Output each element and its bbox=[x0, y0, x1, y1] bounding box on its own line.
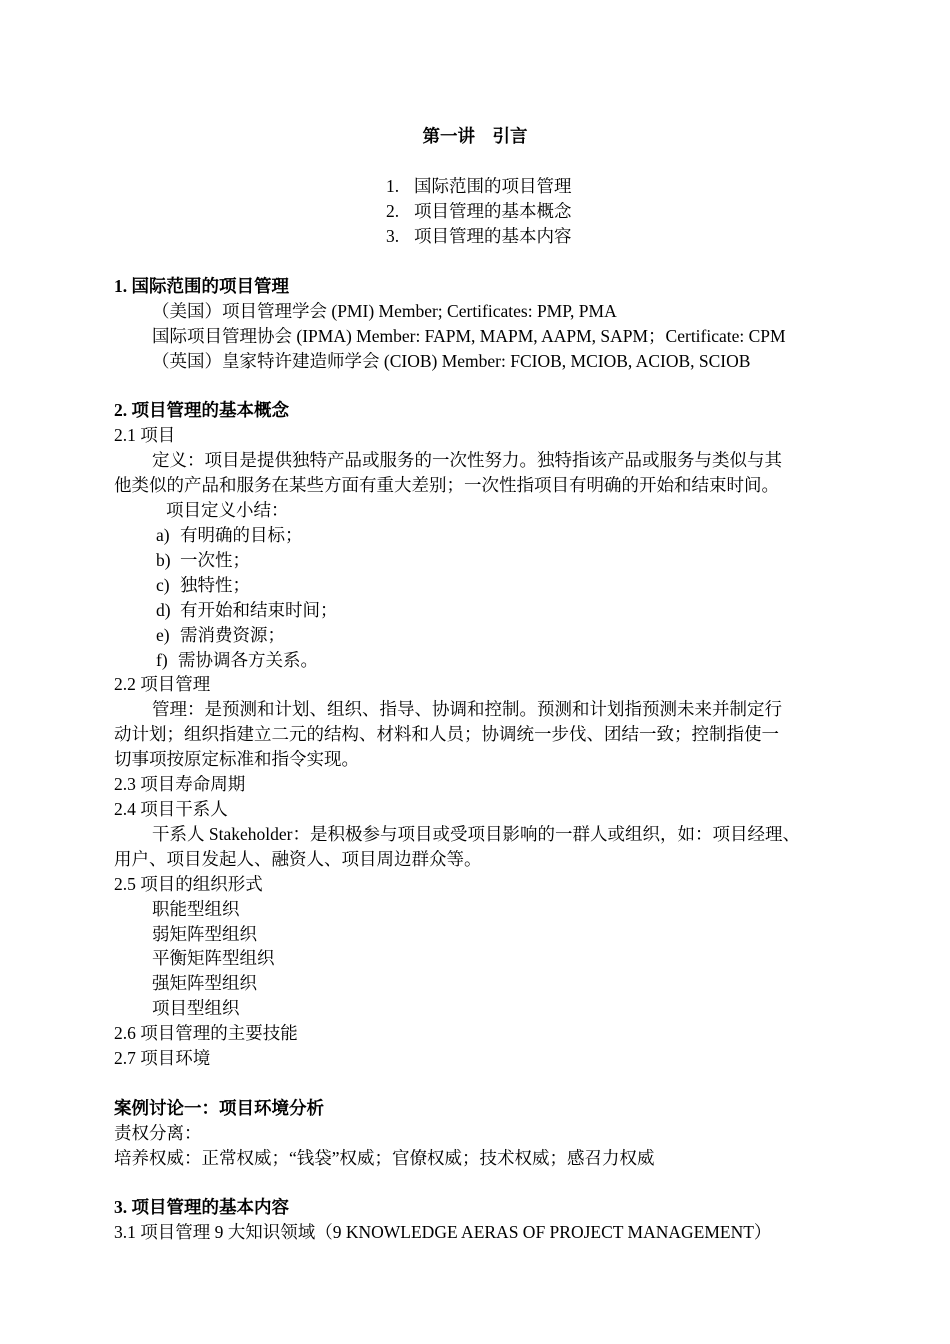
org-form-item: 平衡矩阵型组织 bbox=[152, 948, 275, 968]
subsection-2-6-heading: 2.6 项目管理的主要技能 bbox=[114, 1023, 298, 1043]
section-1-heading: 1. 国际范围的项目管理 bbox=[114, 276, 289, 296]
management-line-3: 切事项按原定标准和指令实现。 bbox=[114, 749, 359, 769]
case-study-line-1: 责权分离： bbox=[114, 1123, 202, 1143]
org-form-item: 职能型组织 bbox=[152, 899, 240, 919]
definition-summary: 项目定义小结： bbox=[166, 500, 289, 520]
subsection-2-1-heading: 2.1 项目 bbox=[114, 425, 176, 445]
section-2-heading: 2. 项目管理的基本概念 bbox=[114, 400, 289, 420]
toc-item bbox=[386, 174, 572, 199]
subsection-3-1-heading: 3.1 项目管理 9 大知识领域（9 KNOWLEDGE AERAS OF PROJECT MANAGEMENT） bbox=[114, 1222, 772, 1242]
list-item-text: 一次性； bbox=[180, 550, 250, 570]
list-item-letter: d) bbox=[156, 600, 171, 620]
subsection-2-3-heading: 2.3 项目寿命周期 bbox=[114, 774, 246, 794]
list-item bbox=[156, 648, 318, 673]
list-item bbox=[156, 623, 285, 648]
org-line-pmi: （美国）项目管理学会 (PMI) Member; Certificates: PMP, PMA bbox=[152, 301, 617, 321]
subsection-2-2-heading: 2.2 项目管理 bbox=[114, 674, 211, 694]
subsection-2-4-heading: 2.4 项目干系人 bbox=[114, 799, 228, 819]
subsection-2-7-heading: 2.7 项目环境 bbox=[114, 1048, 211, 1068]
list-item bbox=[156, 523, 303, 548]
case-study-heading: 案例讨论一：项目环境分析 bbox=[114, 1098, 324, 1118]
list-item bbox=[156, 598, 338, 623]
page-title: 第一讲 引言 bbox=[422, 126, 528, 146]
org-line-ciob: （英国）皇家特许建造师学会 (CIOB) Member: FCIOB, MCIOB, ACIOB, SCIOB bbox=[152, 351, 751, 371]
org-line-ipma: 国际项目管理协会 (IPMA) Member: FAPM, MAPM, AAPM, SAPM；Certificate: CPM bbox=[152, 326, 786, 346]
org-form-item: 弱矩阵型组织 bbox=[152, 924, 257, 944]
toc-number: 3. bbox=[386, 226, 400, 246]
management-line-2: 动计划；组织指建立二元的结构、材料和人员；协调统一步伐、团结一致；控制指使一 bbox=[114, 724, 779, 744]
stakeholder-line-2: 用户、项目发起人、融资人、项目周边群众等。 bbox=[114, 849, 482, 869]
list-item-text: 需协调各方关系。 bbox=[178, 650, 318, 670]
list-item-text: 独特性； bbox=[180, 575, 250, 595]
case-study-line-2: 培养权威：正常权威；“钱袋”权威；官僚权威；技术权威；感召力权威 bbox=[114, 1148, 655, 1168]
list-item-text: 有明确的目标； bbox=[180, 525, 303, 545]
list-item-letter: e) bbox=[156, 625, 170, 645]
org-form-item: 项目型组织 bbox=[152, 998, 240, 1018]
toc-number: 1. bbox=[386, 176, 400, 196]
list-item-letter: f) bbox=[156, 650, 168, 670]
toc-text: 项目管理的基本概念 bbox=[414, 201, 572, 221]
org-form-item: 强矩阵型组织 bbox=[152, 973, 257, 993]
list-item-text: 有开始和结束时间； bbox=[180, 600, 338, 620]
definition-line-2: 他类似的产品和服务在某些方面有重大差别；一次性指项目有明确的开始和结束时间。 bbox=[114, 475, 779, 495]
list-item bbox=[156, 548, 250, 573]
definition-line-1: 定义：项目是提供独特产品或服务的一次性努力。独特指该产品或服务与类似与其 bbox=[152, 450, 782, 470]
list-item bbox=[156, 573, 250, 598]
list-item-text: 需消费资源； bbox=[180, 625, 285, 645]
list-item-letter: c) bbox=[156, 575, 170, 595]
section-3-heading: 3. 项目管理的基本内容 bbox=[114, 1197, 289, 1217]
management-line-1: 管理：是预测和计划、组织、指导、协调和控制。预测和计划指预测未来并制定行 bbox=[152, 699, 782, 719]
toc-item bbox=[386, 224, 572, 249]
toc-number: 2. bbox=[386, 201, 400, 221]
toc-text: 国际范围的项目管理 bbox=[414, 176, 572, 196]
list-item-letter: b) bbox=[156, 550, 171, 570]
toc-text: 项目管理的基本内容 bbox=[414, 226, 572, 246]
subsection-2-5-heading: 2.5 项目的组织形式 bbox=[114, 874, 263, 894]
toc-item bbox=[386, 199, 572, 224]
list-item-letter: a) bbox=[156, 525, 170, 545]
stakeholder-line-1: 干系人 Stakeholder：是积极参与项目或受项目影响的一群人或组织，如：项目经理、 bbox=[152, 824, 800, 844]
